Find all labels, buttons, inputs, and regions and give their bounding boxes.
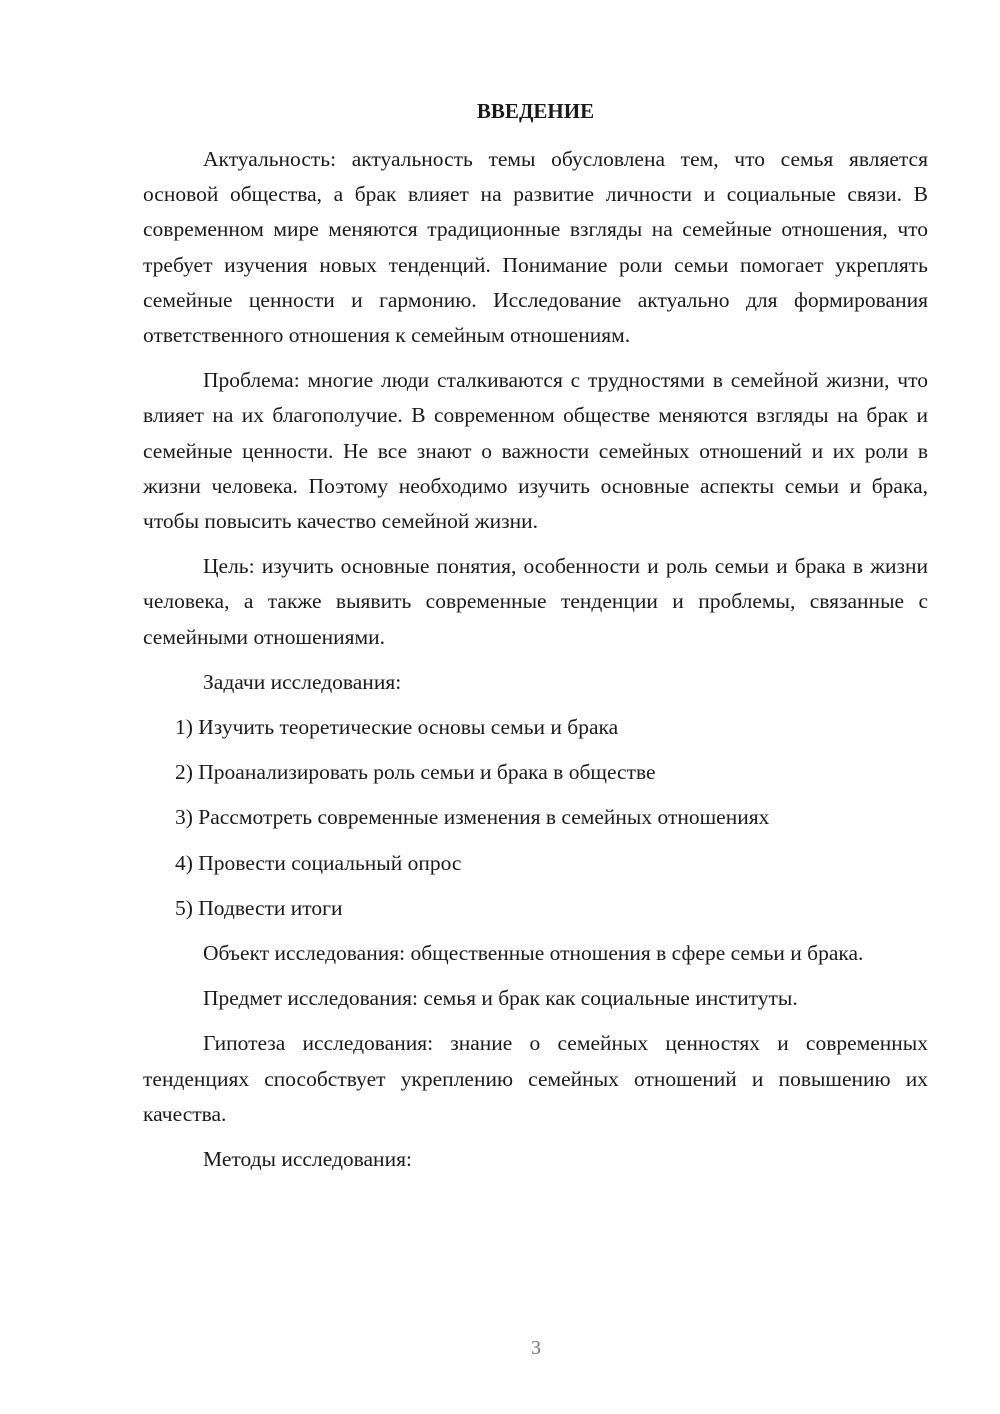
methods-title: Методы исследования: [203,1147,412,1172]
tasks-title: Задачи исследования: [203,669,402,694]
problem-paragraph: Проблема: многие люди сталкиваются с трудностями в семейной жизни, что влияет на их благополучие. В современном обществе меняются взгляды на брак и семейные ценности. Не все знают о важности семейных отношений и их роли в жизни человека. Поэтому необходимо изучить основные аспекты семьи и брака, чтобы повысить качество семейной жизни. [143,368,928,534]
goal-paragraph: Цель: изучить основные понятия, особенности и роль семьи и брака в жизни человека, а также выявить современные тенденции и проблемы, связанные с семейными отношениями. [143,554,928,649]
document-body [143,142,928,1187]
page-number: 3 [531,1337,541,1359]
task-item-4: 4) Провести социальный опрос [175,850,462,875]
task-item-3: 3) Рассмотреть современные изменения в семейных отношениях [175,805,770,830]
page-title: ВВЕДЕНИЕ [476,99,595,123]
subject-paragraph: Предмет исследования: семья и брак как социальные институты. [203,986,798,1011]
task-item-2: 2) Проанализировать роль семьи и брака в обществе [175,760,656,785]
task-item-5: 5) Подвести итоги [175,895,343,920]
hypothesis-paragraph: Гипотеза исследования: знание о семейных ценностях и современных тенденциях способствует укреплению семейных отношений и повышению их качества. [143,1031,928,1126]
relevance-paragraph: Актуальность: актуальность темы обусловлена тем, что семья является основой общества, а брак влияет на развитие личности и социальные связи. В современном мире меняются традиционные взгляды на семейные отношения, что требует изучения новых тенденций. Понимание роли семьи помогает укреплять семейные ценности и гармонию. Исследование актуально для формирования ответственного отношения к семейным отношениям. [143,147,928,348]
object-paragraph: Объект исследования: общественные отношения в сфере семьи и брака. [203,941,864,966]
task-item-1: 1) Изучить теоретические основы семьи и брака [175,715,619,740]
